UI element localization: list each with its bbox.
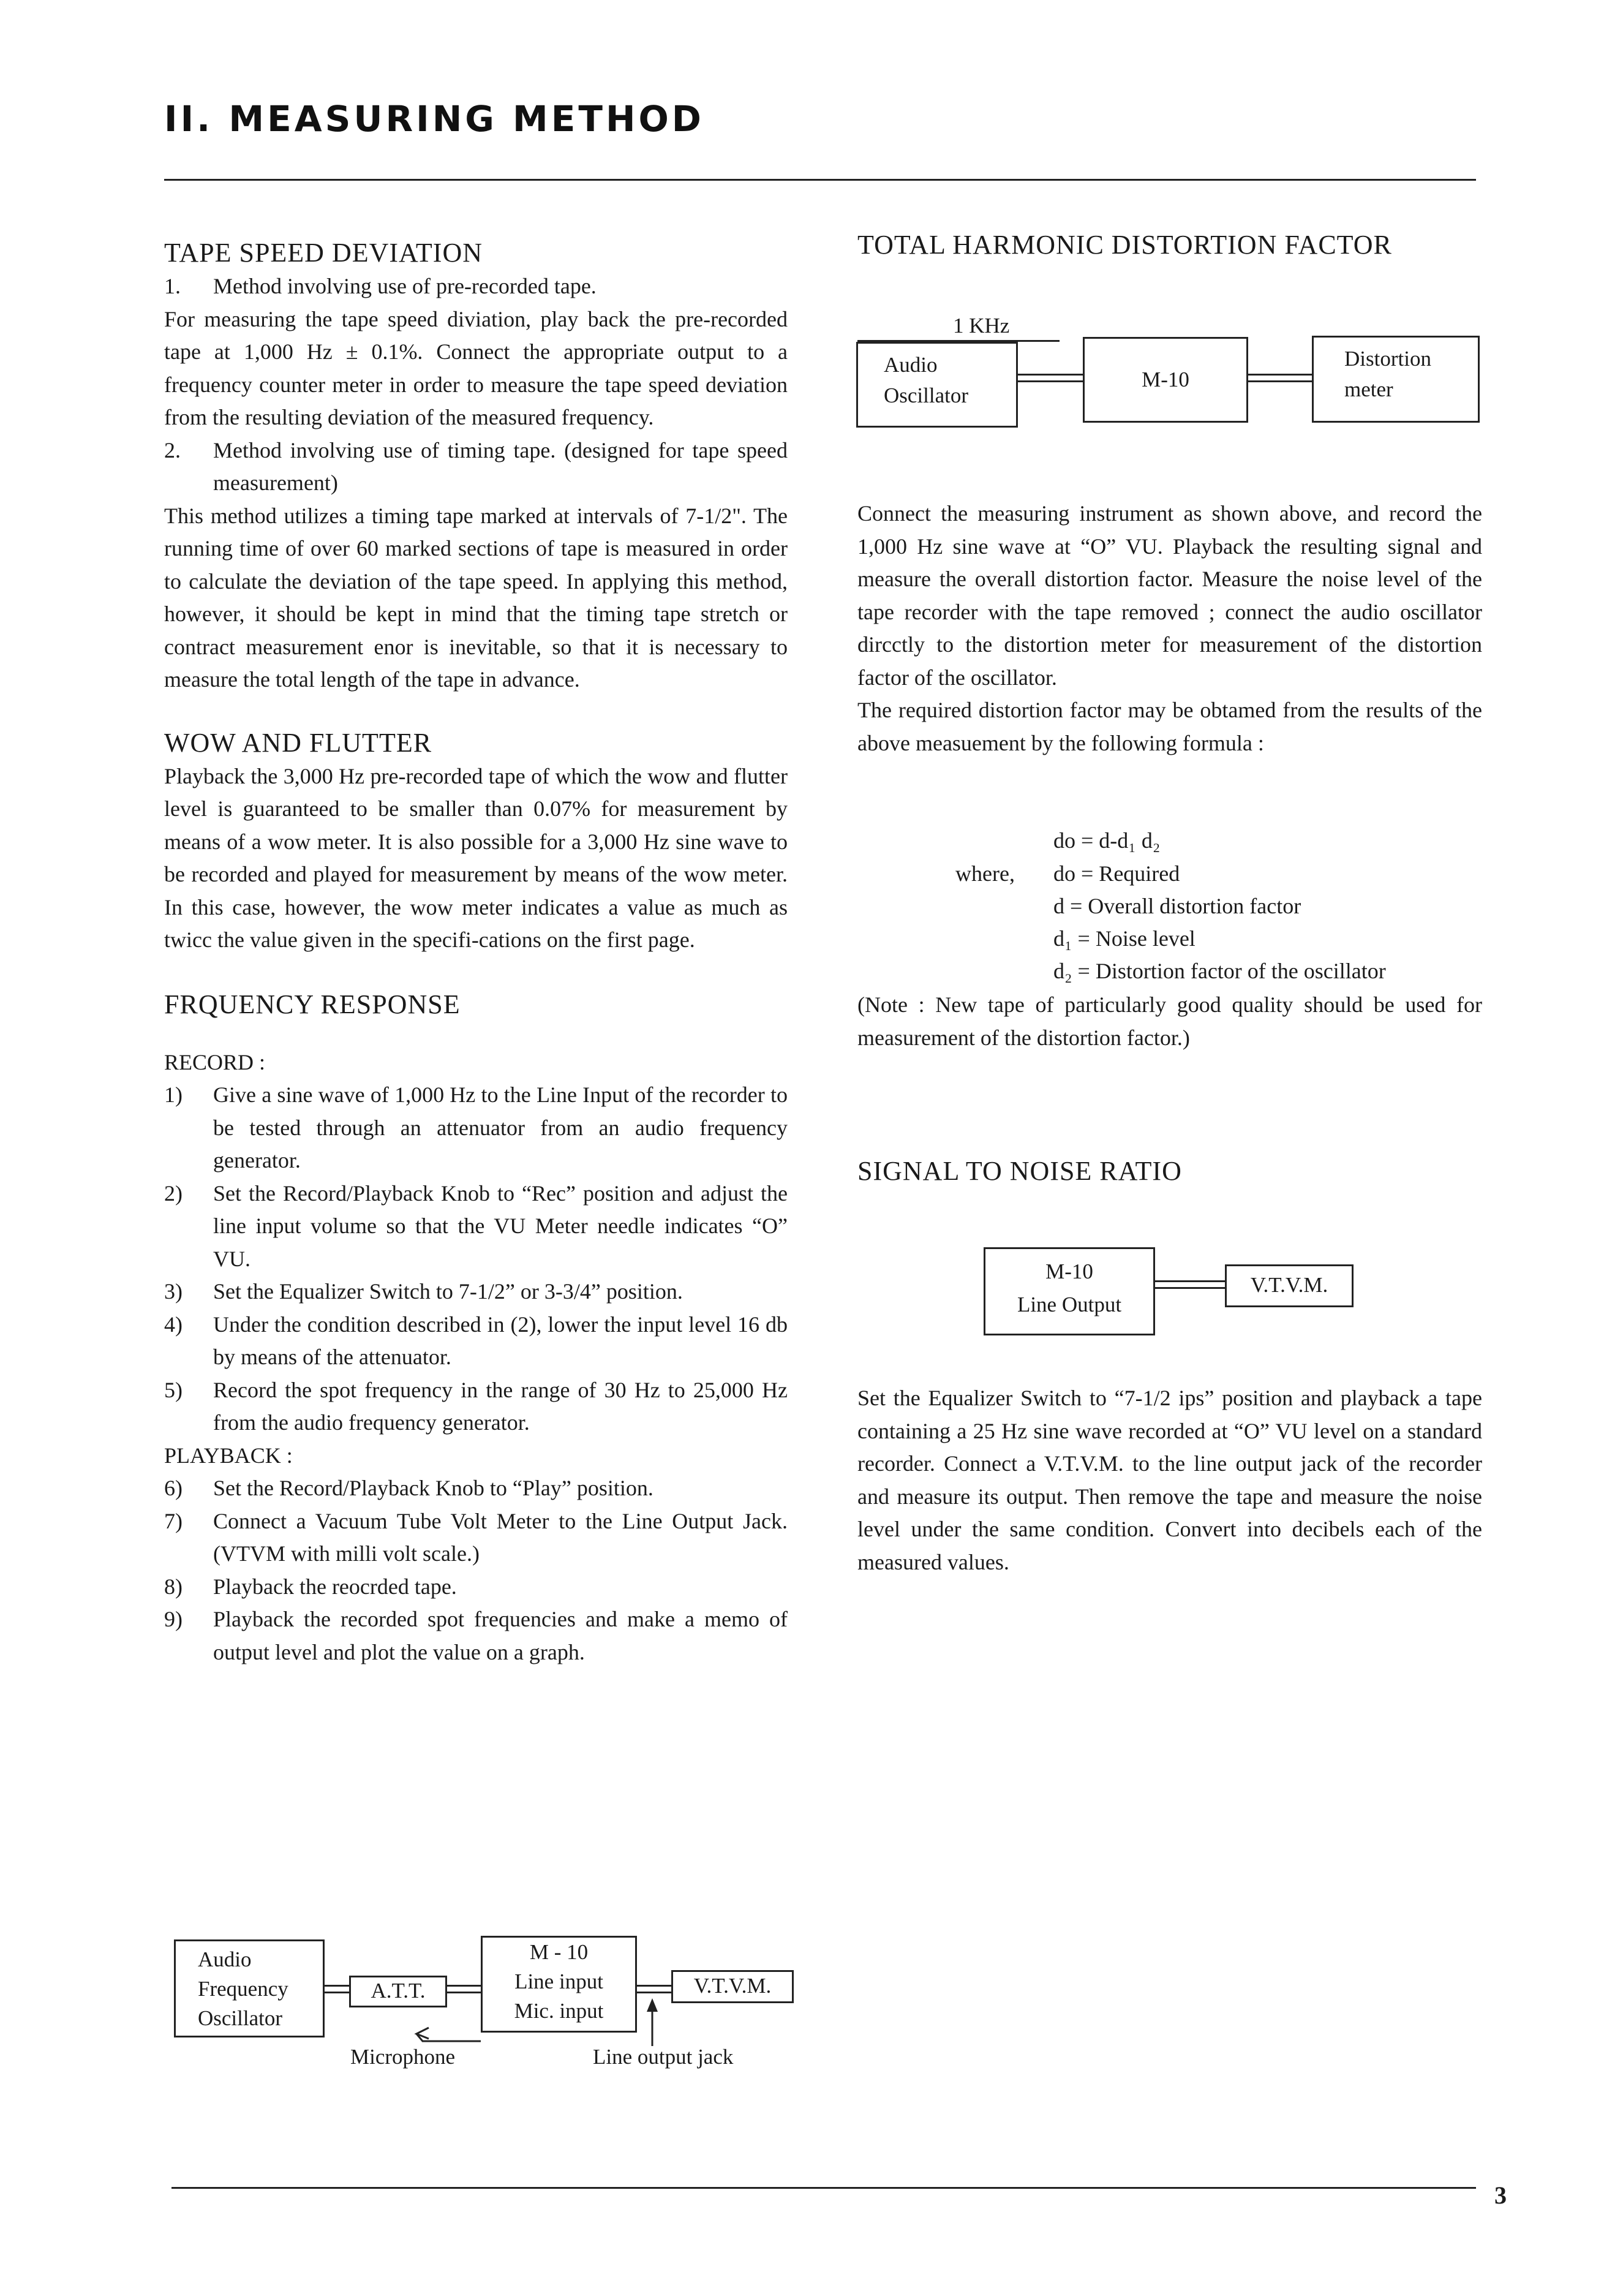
frequency-response-section bbox=[164, 988, 788, 1669]
footer-rule bbox=[171, 2187, 1476, 2189]
method-1-body: For measuring the tape speed diviation, play back the pre-recorded tape at 1,000 Hz ± 0.1%. Connect the appropriate output to a frequency counter meter in order to measure the tape speed deviation from the resulting deviation of the measured frequency. bbox=[164, 306, 788, 429]
m10-line-output-box: M-10 Line Output bbox=[984, 1247, 1155, 1335]
m10-box: M-10 bbox=[1083, 337, 1248, 423]
m10-recorder-box: M - 10 Line input Mic. input bbox=[481, 1936, 637, 2033]
line-output-jack-label: Line output jack bbox=[593, 2045, 734, 2069]
left-column bbox=[164, 236, 788, 1669]
formula-line-2: do = Required bbox=[1053, 861, 1180, 886]
wow-flutter-section bbox=[164, 726, 788, 957]
list-item: 3) Set the Equalizer Switch to 7-1/2” or 3-3/4” position. bbox=[164, 1279, 683, 1304]
method-2-title: 2. Method involving use of timing tape. (designed for tape speed measurement) bbox=[164, 434, 788, 500]
list-item: 6) Set the Record/Playback Knob to “Play” position. bbox=[164, 1476, 653, 1500]
vtvm-box: V.T.V.M. bbox=[1225, 1264, 1354, 1307]
formula-line-4: d₁ = Noise level bbox=[1053, 926, 1196, 951]
list-item: 7) Connect a Vacuum Tube Volt Meter to the Line Output Jack. (VTVM with milli volt scale.) bbox=[164, 1508, 788, 1566]
formula-line-3: d = Overall distortion factor bbox=[1053, 894, 1301, 918]
tape-speed-section bbox=[164, 236, 788, 697]
list-item: 5) Record the spot frequency in the range of 30 Hz to 25,000 Hz from the audio frequency generator. bbox=[164, 1377, 788, 1435]
record-label: RECORD : bbox=[164, 1049, 266, 1074]
method-2-number: 2. bbox=[164, 437, 181, 463]
playback-steps bbox=[164, 1472, 788, 1669]
wow-flutter-heading: WOW AND FLUTTER bbox=[164, 727, 432, 758]
list-item: 2) Set the Record/Playback Knob to “Rec” position and adjust the line input volume so that the VU Meter needle indicates “O” VU. bbox=[164, 1180, 788, 1271]
list-item: 4) Under the condition described in (2), lower the input level 16 db by means of the attenuator. bbox=[164, 1312, 788, 1369]
formula-line-1: do = d-d₁ d₂ bbox=[1053, 828, 1161, 853]
frequency-response-heading: FRQUENCY RESPONSE bbox=[164, 989, 461, 1019]
connector-line bbox=[325, 1985, 349, 1993]
jack-arrows bbox=[404, 1985, 698, 2046]
thd-heading: TOTAL HARMONIC DISTORTION FACTOR bbox=[857, 230, 1392, 260]
microphone-label: Microphone bbox=[350, 2045, 456, 2069]
list-item: 1) Give a sine wave of 1,000 Hz to the Line Input of the recorder to be tested through an attenuator from an audio frequency generator. bbox=[164, 1082, 788, 1173]
page-number: 3 bbox=[1494, 2181, 1507, 2209]
thd-text bbox=[857, 497, 1482, 760]
audio-frequency-oscillator-box: Audio Frequency Oscillator bbox=[174, 1939, 325, 2037]
connector-line bbox=[1248, 374, 1312, 382]
page-title: II. MEASURING METHOD bbox=[164, 98, 704, 140]
method-2-body: This method utilizes a timing tape marked at intervals of 7-1/2". The running time of over 60 marked sections of tape is measured in order to calculate the deviation of the tape speed. In applying this method, however, it should be kept in mind that the timing tape stretch or contract measurement enor is inevitable, so that it is necessary to measure the total length of the tape in advance. bbox=[164, 503, 788, 692]
thd-body-2: The required distortion factor may be obtamed from the results of the above measuement by the following formula : bbox=[857, 698, 1482, 755]
snr-body: Set the Equalizer Switch to “7-1/2 ips” position and playback a tape containing a 25 Hz sine wave recorded at “O” VU level on a standard recorder. Connect a V.T.V.M. to the line output jack of the recorder and measure its output. Then remove the tape and measure the noise level under the same condition. Convert into decibels each of the measured values. bbox=[857, 1386, 1482, 1574]
frequency-label: 1 KHz bbox=[953, 314, 1010, 338]
audio-oscillator-box: Audio Oscillator bbox=[856, 342, 1018, 428]
playback-label: PLAYBACK : bbox=[164, 1443, 293, 1468]
thd-body-1: Connect the measuring instrument as shown above, and record the 1,000 Hz sine wave at “O” VU. Playback the resulting signal and measure the overall distortion factor. Measure the noise level of the tape recorder with the tape removed ; connect the audio oscillator dircctly to the distortion meter for measurement of the distortion factor of the oscillator. bbox=[857, 501, 1482, 690]
connector-line bbox=[1155, 1280, 1225, 1289]
method-1-title: 1. Method involving use of pre-recorded tape. bbox=[164, 270, 788, 303]
attenuator-box: A.T.T. bbox=[349, 1976, 447, 2007]
list-item: 9) Playback the recorded spot frequencies and make a memo of output level and plot the value on a graph. bbox=[164, 1607, 788, 1664]
thd-note-block bbox=[857, 989, 1482, 1054]
connector-line bbox=[1018, 374, 1083, 382]
snr-heading: SIGNAL TO NOISE RATIO bbox=[857, 1156, 1182, 1186]
list-item: 8) Playback the reocrded tape. bbox=[164, 1574, 457, 1599]
vtvm-box: V.T.V.M. bbox=[671, 1970, 794, 2003]
method-1-number: 1. bbox=[164, 274, 181, 298]
thd-note: (Note : New tape of particularly good quality should be used for measurement of the distortion factor.) bbox=[857, 992, 1482, 1050]
distortion-meter-box: Distortion meter bbox=[1312, 336, 1480, 423]
formula-line-5: d₂ = Distortion factor of the oscillator bbox=[1053, 959, 1386, 983]
tape-speed-heading: TAPE SPEED DEVIATION bbox=[164, 238, 483, 268]
header-rule bbox=[164, 179, 1476, 181]
formula-where: where, bbox=[955, 861, 1015, 886]
record-steps bbox=[164, 1079, 788, 1440]
wow-flutter-body: Playback the 3,000 Hz pre-recorded tape of which the wow and flutter level is guaranteed to be smaller than 0.07% for measurement by means of a wow meter. It is also possible for a 3,000 Hz sine wave to be recorded and played for measurement by means of the wow meter. In this case, however, the wow meter indicates a value as much as twicc the value given in the specifi-cations on the first page. bbox=[164, 763, 788, 952]
snr-text bbox=[857, 1382, 1482, 1579]
